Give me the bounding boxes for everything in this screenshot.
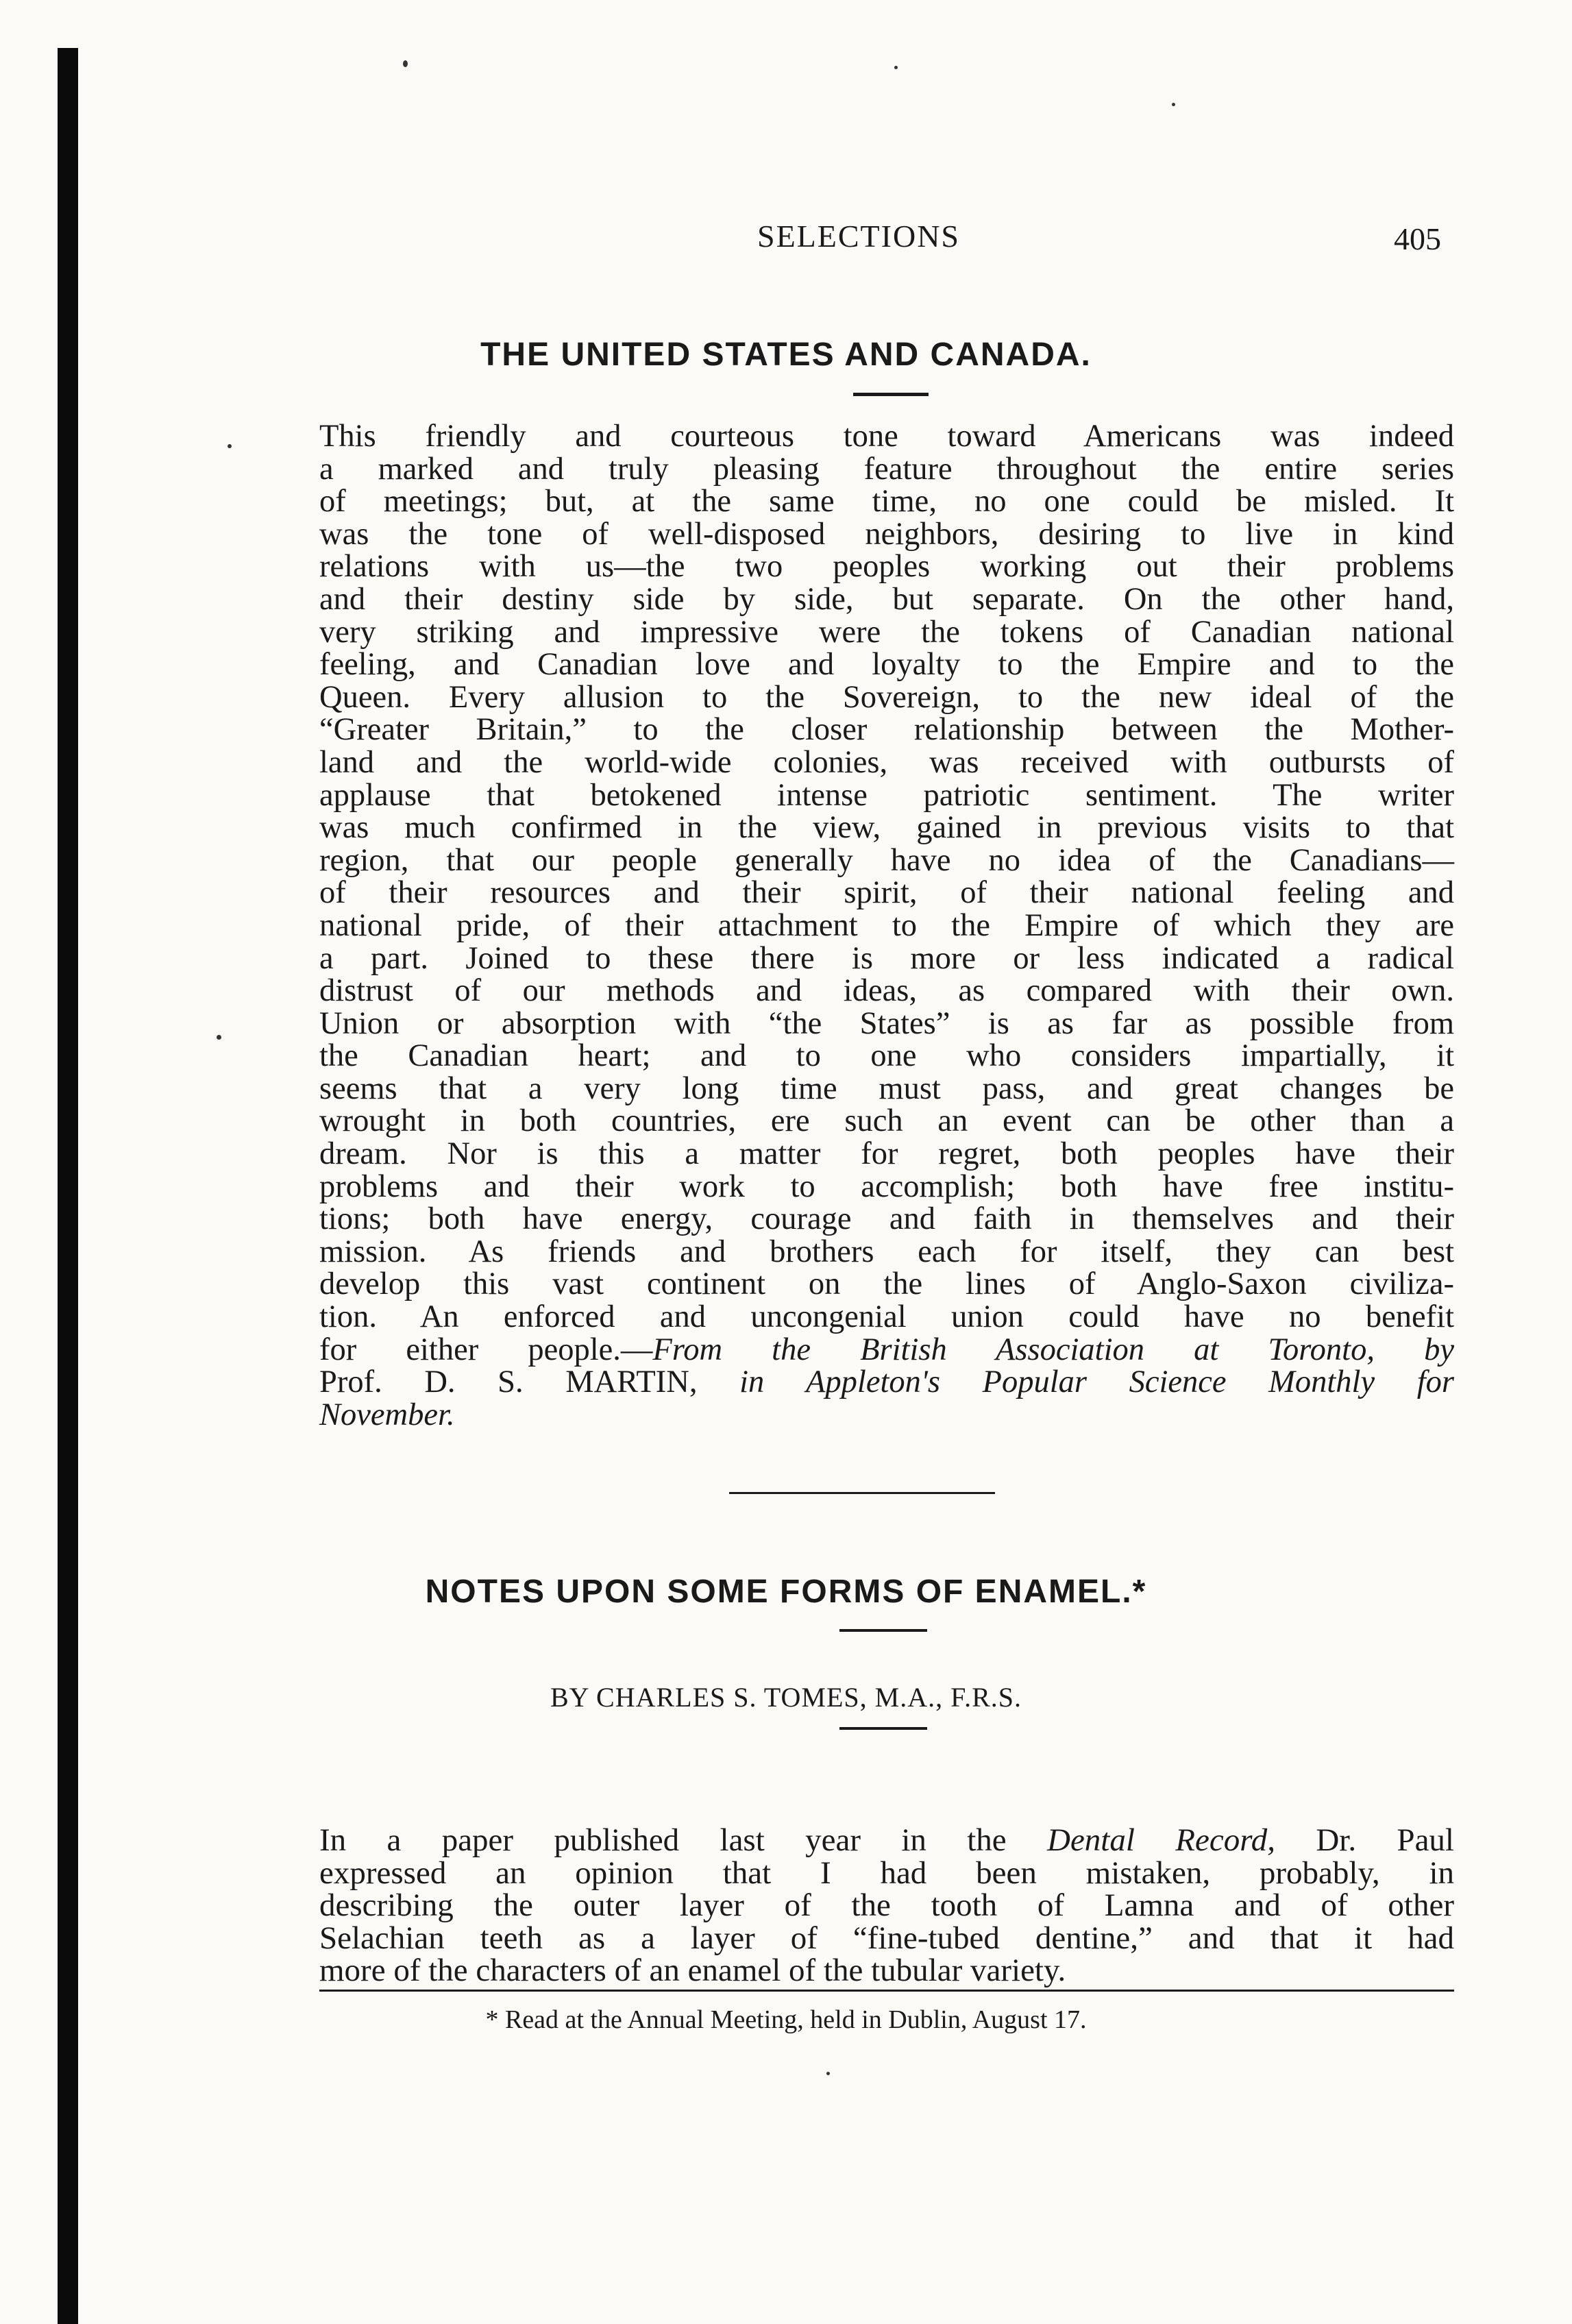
text-line: feeling, and Canadian love and loyalty to the Empire and to the: [319, 647, 1454, 683]
print-speck: [894, 66, 898, 69]
title-rule: [839, 1629, 927, 1632]
text-line: Selachian teeth as a layer of “fine-tubed dentine,” and that it had: [319, 1920, 1454, 1956]
running-head: SELECTIONS: [757, 219, 960, 254]
text-line: mission. As friends and brothers each for itself, they can best: [319, 1234, 1454, 1269]
citation-text: for either people.—: [319, 1332, 653, 1367]
text-line: develop this vast continent on the lines of Anglo-Saxon civiliza-: [319, 1267, 1454, 1302]
section-separator: [729, 1492, 995, 1494]
text-line: seems that a very long time must pass, and great changes be: [319, 1071, 1454, 1106]
citation-source: From the British Association at Toronto, by: [652, 1332, 1454, 1367]
text-line: wrought in both countries, ere such an event can be other than a: [319, 1103, 1454, 1139]
text-segment: In a paper published last year in the: [319, 1822, 1047, 1858]
page-header: [0, 218, 1572, 266]
byline-rule: [839, 1727, 927, 1730]
text-line: and their destiny side by side, but separate. On the other hand,: [319, 581, 1454, 617]
print-speck: [403, 60, 408, 67]
text-line: tion. An enforced and uncongenial union could have no benefit: [319, 1299, 1454, 1335]
text-line: applause that betokened intense patriotic sentiment. The writer: [319, 777, 1454, 813]
text-segment: Dr. Paul: [1275, 1822, 1454, 1858]
text-line: of their resources and their spirit, of their national feeling and: [319, 875, 1454, 911]
citation-author: Prof. D. S. MARTIN,: [319, 1365, 740, 1400]
text-line: This friendly and courteous tone toward Americans was indeed: [319, 419, 1454, 454]
text-line: region, that our people generally have no idea of the Canadians—: [319, 842, 1454, 878]
text-line: more of the characters of an enamel of the tubular variety.: [319, 1953, 1066, 1989]
title-rule: [853, 393, 929, 396]
footnote: * Read at the Annual Meeting, held in Dublin, August 17.: [485, 2005, 1087, 2034]
text-line: national pride, of their attachment to the Empire of which they are: [319, 907, 1454, 943]
article-body: [319, 420, 1454, 1431]
citation-line: [319, 1334, 1454, 1367]
text-line: the Canadian heart; and to one who considers impartially, it: [319, 1038, 1454, 1074]
print-speck: [1172, 103, 1175, 106]
text-line: was much confirmed in the view, gained in previous visits to that: [319, 810, 1454, 846]
text-line: a marked and truly pleasing feature throughout the entire series: [319, 451, 1454, 487]
citation-line: [319, 1366, 1454, 1399]
text-line: expressed an opinion that I had been mistaken, probably, in: [319, 1855, 1454, 1891]
text-line: distrust of our methods and ideas, as compared with their own.: [319, 973, 1454, 1009]
text-line: “Greater Britain,” to the closer relationship between the Mother-: [319, 712, 1454, 748]
print-speck: [217, 1035, 221, 1040]
print-speck: [826, 2072, 830, 2075]
text-line: a part. Joined to these there is more or less indicated a radical: [319, 940, 1454, 976]
journal-name: Dental Record,: [1047, 1822, 1275, 1858]
citation-publication: in Appleton's Popular Science Monthly for: [739, 1365, 1454, 1400]
text-line: dream. Nor is this a matter for regret, both peoples have their: [319, 1136, 1454, 1172]
page-spine-edge: [58, 48, 78, 2324]
article-title: NOTES UPON SOME FORMS OF ENAMEL.*: [425, 1574, 1147, 1610]
text-line: of meetings; but, at the same time, no one could be misled. It: [319, 484, 1454, 519]
text-line: [319, 1824, 1454, 1857]
text-line: describing the outer layer of the tooth of Lamna and of other: [319, 1887, 1454, 1924]
citation-date: November.: [319, 1397, 455, 1432]
byline: BY CHARLES S. TOMES, M.A., F.R.S.: [550, 1682, 1022, 1713]
text-line: relations with us—the two peoples working out their problems: [319, 549, 1454, 585]
print-speck: [228, 444, 232, 448]
citation-line: [319, 1399, 1454, 1432]
text-line: problems and their work to accomplish; both have free institu-: [319, 1169, 1454, 1204]
text-line: very striking and impressive were the tokens of Canadian national: [319, 614, 1454, 650]
page-number: 405: [1394, 221, 1441, 256]
text-line: was the tone of well-disposed neighbors, desiring to live in kind: [319, 516, 1454, 552]
text-line: Queen. Every allusion to the Sovereign, to the new ideal of the: [319, 679, 1454, 715]
footnote-rule: [319, 1990, 1454, 1992]
article-body: [319, 1824, 1454, 1987]
text-line: land and the world-wide colonies, was received with outbursts of: [319, 744, 1454, 780]
text-line: Union or absorption with “the States” is as far as possible from: [319, 1005, 1454, 1041]
article-title: THE UNITED STATES AND CANADA.: [480, 337, 1092, 373]
text-line: tions; both have energy, courage and faith in themselves and their: [319, 1201, 1454, 1237]
